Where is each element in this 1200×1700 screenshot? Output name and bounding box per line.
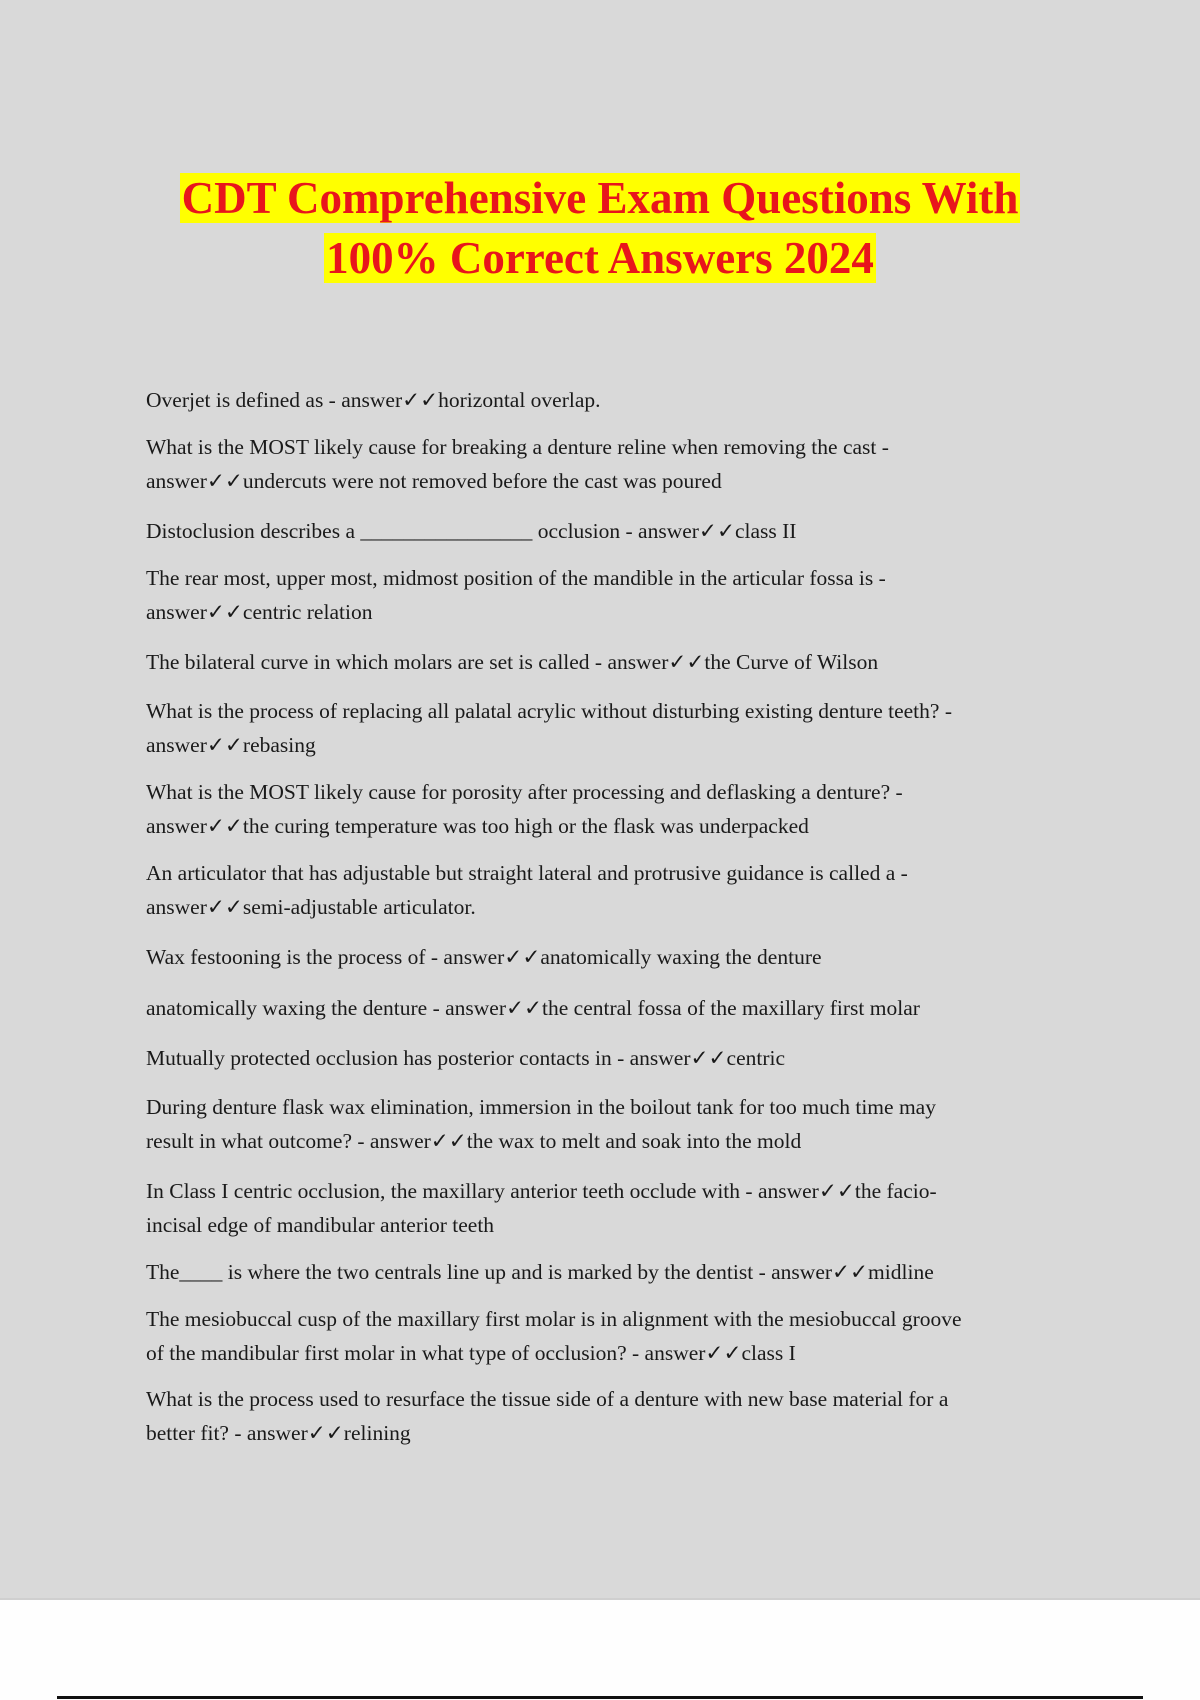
question-answer-item <box>146 430 1096 498</box>
question-answer-item <box>146 1255 1096 1289</box>
question-answer-item <box>146 775 1096 843</box>
question-answer-item <box>146 383 1096 417</box>
question-line: incisal edge of mandibular anterior teeth <box>146 1213 495 1237</box>
question-line: What is the MOST likely cause for porosity after processing and deflasking a denture? - <box>146 780 903 804</box>
question-line: The bilateral curve in which molars are set is called - answer✓✓the Curve of Wilson <box>146 650 879 674</box>
question-answer-item <box>146 514 1096 548</box>
footer-rule <box>57 1696 1143 1699</box>
question-line: answer✓✓the curing temperature was too high or the flask was underpacked <box>146 814 809 838</box>
question-answer-item <box>146 1174 1096 1242</box>
question-line: The rear most, upper most, midmost position of the mandible in the articular fossa is - <box>146 566 886 590</box>
question-line: During denture flask wax elimination, immersion in the boilout tank for too much time may <box>146 1095 936 1119</box>
question-line: In Class I centric occlusion, the maxillary anterior teeth occlude with - answer✓✓the facio- <box>146 1179 937 1203</box>
title-text: CDT Comprehensive Exam Questions With <box>181 173 1019 223</box>
question-line: answer✓✓centric relation <box>146 600 373 624</box>
question-line: anatomically waxing the denture - answer✓✓the central fossa of the maxillary first molar <box>146 996 920 1020</box>
question-answer-item <box>146 1302 1096 1370</box>
question-answer-item <box>146 991 1096 1025</box>
question-line: of the mandibular first molar in what type of occlusion? - answer✓✓class I <box>146 1341 796 1365</box>
question-line: answer✓✓rebasing <box>146 733 316 757</box>
document-title-line-2 <box>0 228 1200 288</box>
question-line: The____ is where the two centrals line up and is marked by the dentist - answer✓✓midline <box>146 1260 934 1284</box>
question-answer-item <box>146 940 1096 974</box>
question-line: Mutually protected occlusion has posterior contacts in - answer✓✓centric <box>146 1046 786 1070</box>
question-answer-item <box>146 856 1096 924</box>
question-line: Wax festooning is the process of - answer✓✓anatomically waxing the denture <box>146 945 822 969</box>
question-line: Overjet is defined as - answer✓✓horizontal overlap. <box>146 388 601 412</box>
question-answer-item <box>146 694 1096 762</box>
question-line: better fit? - answer✓✓relining <box>146 1421 411 1445</box>
question-line: What is the process of replacing all palatal acrylic without disturbing existing denture teeth? - <box>146 699 952 723</box>
question-answer-item <box>146 645 1096 679</box>
question-answer-item <box>146 1041 1096 1075</box>
question-line: An articulator that has adjustable but straight lateral and protrusive guidance is called a - <box>146 861 908 885</box>
question-line: answer✓✓undercuts were not removed before the cast was poured <box>146 469 722 493</box>
question-line: The mesiobuccal cusp of the maxillary first molar is in alignment with the mesiobuccal groove <box>146 1307 962 1331</box>
question-answer-item <box>146 561 1096 629</box>
question-answer-item <box>146 1090 1096 1158</box>
question-answer-item <box>146 1382 1096 1450</box>
question-line: What is the MOST likely cause for breaking a denture reline when removing the cast - <box>146 435 889 459</box>
question-line: Distoclusion describes a ________________ occlusion - answer✓✓class II <box>146 519 797 543</box>
question-line: answer✓✓semi-adjustable articulator. <box>146 895 476 919</box>
question-line: result in what outcome? - answer✓✓the wax to melt and soak into the mold <box>146 1129 802 1153</box>
document-title-line-1 <box>0 168 1200 228</box>
title-text: 100% Correct Answers 2024 <box>326 233 874 283</box>
question-line: What is the process used to resurface the tissue side of a denture with new base material for a <box>146 1387 949 1411</box>
